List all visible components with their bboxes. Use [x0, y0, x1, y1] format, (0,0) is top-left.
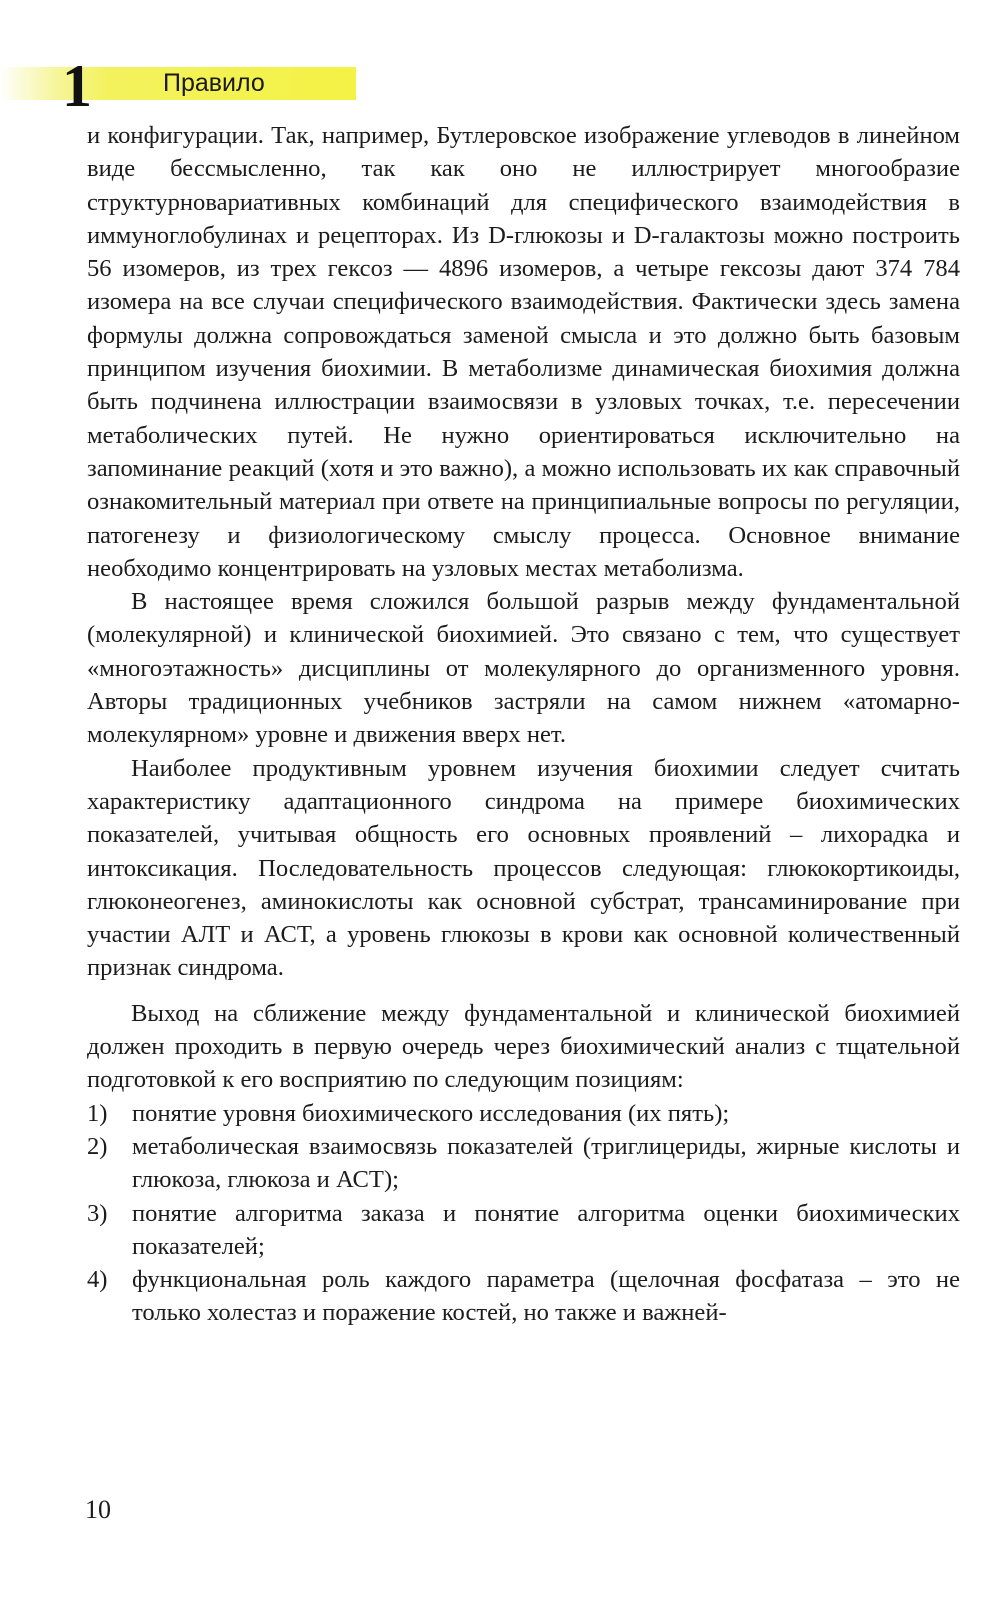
list-item — [87, 1130, 960, 1197]
running-title: Правило — [163, 69, 265, 97]
list-item — [87, 1097, 960, 1130]
paragraph-continuation: и конфигурации. Так, например, Бутлеровское изображение углеводов в линейном виде бессмысленно, так как оно не иллюстрирует многообразие структурновариативных комбинаций для специфического взаимодействия в иммуноглобулинах и рецепторах. Из D-глюкозы и D-галактозы можно построить 56 изомеров, из трех гексоз — 4896 изомеров, а четыре гексозы дают 374 784 изомера на все случаи специфического взаимодействия. Фактически здесь замена формулы должна сопровождаться заменой смысла и это должно быть базовым принципом изучения биохимии. В метаболизме динамическая биохимия должна быть подчинена иллюстрации взаимосвязи в узловых точках, т.е. пересечении метаболических путей. Не нужно ориентироваться исключительно на запоминание реакций (хотя и это важно), а можно использовать их как справочный ознакомительный материал при ответе на принципиальные вопросы по регуляции, патогенезу и физиологическому смыслу процесса. Основное внимание необходимо концентрировать на узловых местах метаболизма. — [87, 122, 960, 582]
chapter-number: 1 — [62, 53, 92, 119]
list-item-text: метаболическая взаимосвязь показателей (триглицериды, жирные кислоты и глюкоза, глюкоза и АСТ); — [132, 1132, 960, 1194]
list-item-number: 3) — [87, 1199, 108, 1227]
list-item — [87, 1263, 960, 1330]
list-item-text: понятие уровня биохимического исследования (их пять); — [132, 1099, 730, 1127]
page-body — [87, 119, 960, 1330]
page-number: 10 — [85, 1495, 111, 1524]
list-item-number: 1) — [87, 1099, 108, 1127]
paragraph: Выход на сближение между фундаментальной и клинической биохимией должен проходить в первую очередь через биохимический анализ с тщательной подготовкой к его восприятию по следующим позициям: — [87, 999, 960, 1094]
list-item-text: понятие алгоритма заказа и понятие алгоритма оценки биохимических показателей; — [132, 1199, 960, 1260]
numbered-list — [87, 1097, 960, 1330]
paragraph: В настоящее время сложился большой разрыв между фундаментальной (молекулярной) и клинической биохимией. Это связано с тем, что существует «многоэтажность» дисциплины от молекулярного до организменного уровня. Авторы традиционных учебников застряли на самом нижнем «атомарно-молекулярном» уровне и движения вверх нет. — [87, 588, 960, 749]
list-item-number: 2) — [87, 1132, 108, 1160]
list-item-number: 4) — [87, 1266, 108, 1294]
paragraph: Наиболее продуктивным уровнем изучения биохимии следует считать характеристику адаптационного синдрома на примере биохимических показателей, учитывая общность его основных проявлений – лихорадка и интоксикация. Последовательность процессов следующая: глюкокортикоиды, глюконеогенез, аминокислоты как основной субстрат, трансаминирование при участии АЛТ и АСТ, а уровень глюкозы в крови как основной количественный признак синдрома. — [87, 754, 960, 982]
list-item — [87, 1197, 960, 1264]
list-item-text: функциональная роль каждого параметра (щелочная фосфатаза – это не только холестаз и поражение костей, но также и важней- — [132, 1266, 960, 1327]
